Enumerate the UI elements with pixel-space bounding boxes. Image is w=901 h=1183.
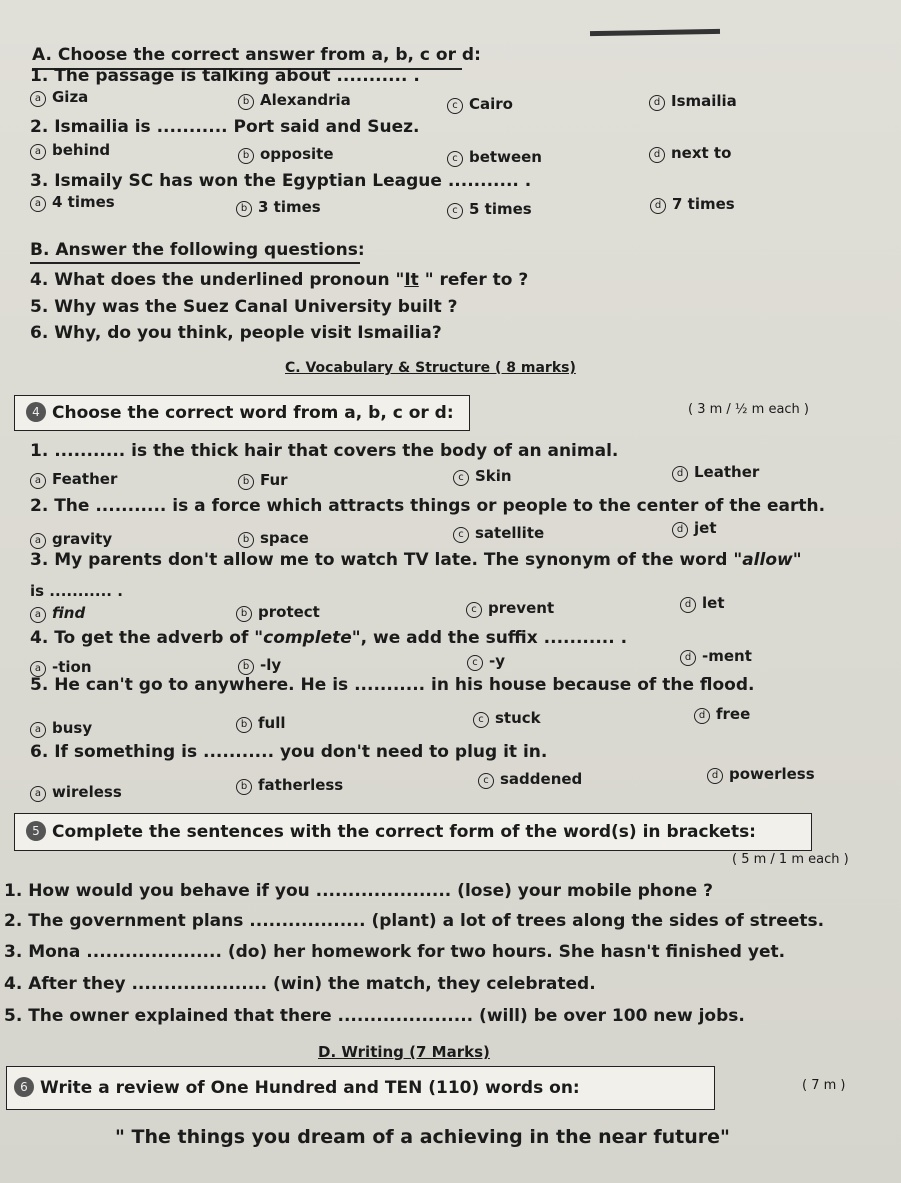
question-c1: 1. ........... is the thick hair that covers the body of an animal. [30, 441, 619, 461]
option-c[interactable]: c 5 times [447, 200, 532, 219]
option-d[interactable]: d free [694, 705, 750, 724]
option-b[interactable]: b Fur [238, 471, 288, 490]
question-c6: 6. If something is ........... you don't need to plug it in. [30, 742, 548, 762]
option-a[interactable]: a behind [30, 141, 110, 160]
option-d[interactable]: d let [680, 594, 725, 613]
option-b[interactable]: b -ly [238, 656, 281, 675]
sentence-1: 1. How would you behave if you ..................... (lose) your mobile phone ? [4, 881, 713, 901]
option-b[interactable]: b fatherless [236, 776, 343, 795]
option-c[interactable]: c -y [467, 652, 505, 671]
option-a[interactable]: a wireless [30, 783, 122, 802]
divider [30, 262, 360, 264]
question-a1: 1. The passage is talking about ........... . [30, 66, 420, 86]
option-c[interactable]: c saddened [478, 770, 582, 789]
exercise-number-badge: 4 [26, 402, 46, 422]
exercise-6-title: 6 Write a review of One Hundred and TEN (110) words on: [14, 1077, 580, 1098]
question-c3-continued: is ........... . [30, 582, 123, 600]
question-c3: 3. My parents don't allow me to watch TV late. The synonym of the word "allow" [30, 550, 802, 570]
option-c[interactable]: c Skin [453, 467, 512, 486]
option-a[interactable]: a gravity [30, 530, 112, 549]
option-a[interactable]: a -tion [30, 658, 92, 677]
option-d[interactable]: d Leather [672, 463, 759, 482]
option-a[interactable]: a Giza [30, 88, 88, 107]
option-c[interactable]: c satellite [453, 524, 544, 543]
option-b[interactable]: b protect [236, 603, 320, 622]
writing-topic: " The things you dream of a achieving in the near future" [115, 1126, 730, 1148]
option-c[interactable]: c Cairo [447, 95, 513, 114]
section-c-title: C. Vocabulary & Structure ( 8 marks) [285, 360, 576, 376]
question-b6: 6. Why, do you think, people visit Ismailia? [30, 323, 442, 343]
option-d[interactable]: d jet [672, 519, 717, 538]
question-a2: 2. Ismailia is ........... Port said and Suez. [30, 117, 420, 137]
question-c5: 5. He can't go to anywhere. He is ........... in his house because of the flood. [30, 675, 755, 695]
sentence-4: 4. After they ..................... (win) the match, they celebrated. [4, 974, 596, 994]
section-a-title: A. Choose the correct answer from a, b, c or d: [32, 45, 481, 65]
section-d-title: D. Writing (7 Marks) [318, 1043, 490, 1061]
option-d[interactable]: d -ment [680, 647, 752, 666]
option-d[interactable]: d powerless [707, 765, 815, 784]
option-d[interactable]: d next to [649, 144, 731, 163]
sentence-3: 3. Mona ..................... (do) her homework for two hours. She hasn't finished yet. [4, 942, 786, 962]
option-a[interactable]: a find [30, 604, 85, 623]
exercise-5-title: 5 Complete the sentences with the correct form of the word(s) in brackets: [26, 821, 756, 842]
sentence-2: 2. The government plans .................. (plant) a lot of trees along the sides of streets. [4, 911, 825, 931]
option-b[interactable]: b space [238, 529, 309, 548]
exercise-number-badge: 5 [26, 821, 46, 841]
option-b[interactable]: b full [236, 714, 286, 733]
option-b[interactable]: b 3 times [236, 198, 321, 217]
section-b-title: B. Answer the following questions: [30, 240, 365, 260]
exercise-4-title: 4 Choose the correct word from a, b, c or d: [26, 402, 454, 423]
option-b[interactable]: b Alexandria [238, 91, 351, 110]
question-c4: 4. To get the adverb of "complete", we add the suffix ........... . [30, 628, 628, 648]
option-c[interactable]: c between [447, 148, 542, 167]
option-d[interactable]: d 7 times [650, 195, 735, 214]
marks-label: ( 7 m ) [802, 1078, 846, 1093]
option-b[interactable]: b opposite [238, 145, 334, 164]
exercise-number-badge: 6 [14, 1077, 34, 1097]
marks-label: ( 5 m / 1 m each ) [732, 852, 849, 867]
option-a[interactable]: a Feather [30, 470, 117, 489]
question-c2: 2. The ........... is a force which attracts things or people to the center of the earth. [30, 496, 826, 516]
question-b4: 4. What does the underlined pronoun "It " refer to ? [30, 270, 529, 290]
option-a[interactable]: a busy [30, 719, 92, 738]
option-c[interactable]: c stuck [473, 709, 541, 728]
question-a3: 3. Ismaily SC has won the Egyptian League ........... . [30, 171, 532, 191]
corner-mark [590, 29, 720, 36]
option-a[interactable]: a 4 times [30, 193, 115, 212]
question-b5: 5. Why was the Suez Canal University built ? [30, 297, 458, 317]
option-c[interactable]: c prevent [466, 599, 554, 618]
option-d[interactable]: d Ismailia [649, 92, 737, 111]
sentence-5: 5. The owner explained that there ..................... (will) be over 100 new jobs. [4, 1006, 745, 1026]
marks-label: ( 3 m / ½ m each ) [688, 402, 809, 417]
